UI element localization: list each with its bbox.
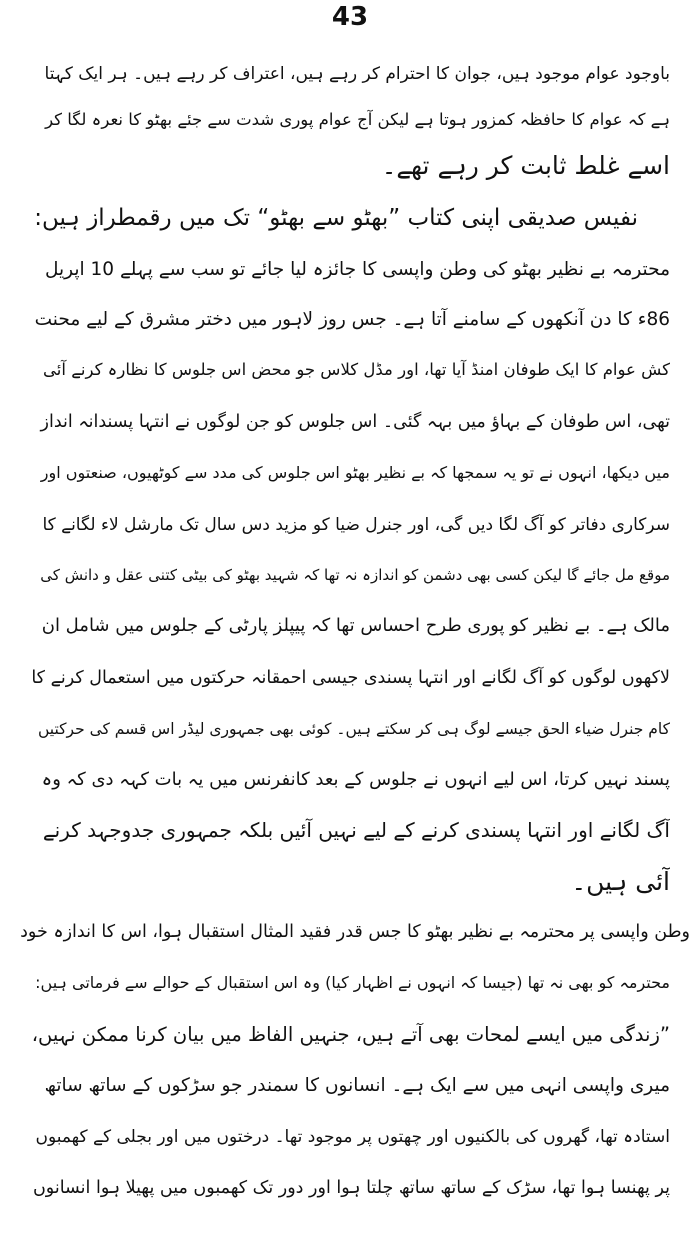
text-line: کام جنرل ضیاء الحق جیسے لوگ ہی کر سکتے ہیں۔ کوئی بھی جمہوری لیڈر اس قسم کی حرکتیں <box>37 720 670 738</box>
text-line: کش عوام کا ایک طوفان امنڈ آیا تھا، اور مڈل کلاس جو محض اس جلوس کا نظارہ کرنے آئی <box>43 360 670 379</box>
text-line: محترمہ بے نظیر بھٹو کی وطن واپسی کا جائزہ لیا جائے تو سب سے پہلے 10 اپریل <box>44 259 670 280</box>
page-number: 43 <box>331 2 369 32</box>
text-line: اسے غلط ثابت کر رہے تھے۔ <box>381 151 670 180</box>
text-line: تھی، اس طوفان کے بہاؤ میں بہہ گئی۔ اس جلوس کو جن لوگوں نے انتہا پسندانہ انداز <box>40 412 670 432</box>
text-line: لاکھوں لوگوں کو آگ لگانے اور انتہا پسندی جیسی احمقانہ حرکتوں میں استعمال کرنے کا <box>31 668 670 688</box>
text-line: نفیس صدیقی اپنی کتاب ”بھٹو سے بھٹو“ تک میں رقمطراز ہیں: <box>34 205 638 231</box>
text-line: ہے کہ عوام کا حافظہ کمزور ہوتا ہے لیکن آج عوام پوری شدت سے جئے بھٹو کا نعرہ لگا کر <box>45 110 670 129</box>
text-line: ”زندگی میں ایسے لمحات بھی آتے ہیں، جنہیں الفاظ میں بیان کرنا ممکن نہیں، <box>31 1023 670 1046</box>
text-line: سرکاری دفاتر کو آگ لگا دیں گی، اور جنرل ضیا کو مزید دس سال تک مارشل لاء لگانے کا <box>42 515 670 535</box>
text-line: آگ لگانے اور انتہا پسندی کرنے کے لیے نہیں آئیں بلکہ جمہوری جدوجہد کرنے <box>42 818 670 842</box>
text-line: مالک ہے۔ بے نظیر کو پوری طرح احساس تھا کہ پیپلز پارٹی کے جلوس میں شامل ان <box>41 615 670 636</box>
text-line: میری واپسی انہی میں سے ایک ہے۔ انسانوں کا سمندر جو سڑکوں کے ساتھ ساتھ <box>44 1075 670 1096</box>
text-line: موقع مل جائے گا لیکن کسی بھی دشمن کو اندازہ نہ تھا کہ شہید بھٹو کی بیٹی کتنی عقل و دانش کی <box>40 566 670 584</box>
text-line: میں دیکھا، انہوں نے تو یہ سمجھا کہ بے نظیر بھٹو اس جلوس کی مدد سے کوٹھیوں، صنعتوں اور <box>40 463 670 482</box>
text-line: محترمہ کو بھی نہ تھا (جیسا کہ انہوں نے اظہار کیا) وہ اس استقبال کے حوالے سے فرماتی ہیں: <box>35 973 670 992</box>
text-line: پسند نہیں کرتا، اس لیے انہوں نے جلوس کے بعد کانفرنس میں یہ بات کہہ دی کہ وہ <box>41 769 670 790</box>
text-line: باوجود عوام موجود ہیں، جوان کا احترام کر رہے ہیں، اعتراف کر رہے ہیں۔ ہر ایک کہتا <box>44 64 670 84</box>
text-line: پر پھنسا ہوا تھا، سڑک کے ساتھ ساتھ چلتا ہوا اور دور تک کھمبوں میں پھیلا ہوا انسانوں <box>32 1178 670 1198</box>
text-line: وطن واپسی پر محترمہ بے نظیر بھٹو کا جس قدر فقید المثال استقبال ہوا، اس کا اندازہ خود <box>20 922 690 942</box>
text-line: آئی ہیں۔ <box>571 867 670 896</box>
text-line: استادہ تھا، گھروں کی بالکنیوں اور چھتوں پر موجود تھا۔ درختوں میں اور بجلی کے کھمبوں <box>35 1127 670 1147</box>
text-line: 86ء کا دن آنکھوں کے سامنے آتا ہے۔ جس روز لاہور میں دختر مشرق کے لیے محنت <box>34 309 670 330</box>
